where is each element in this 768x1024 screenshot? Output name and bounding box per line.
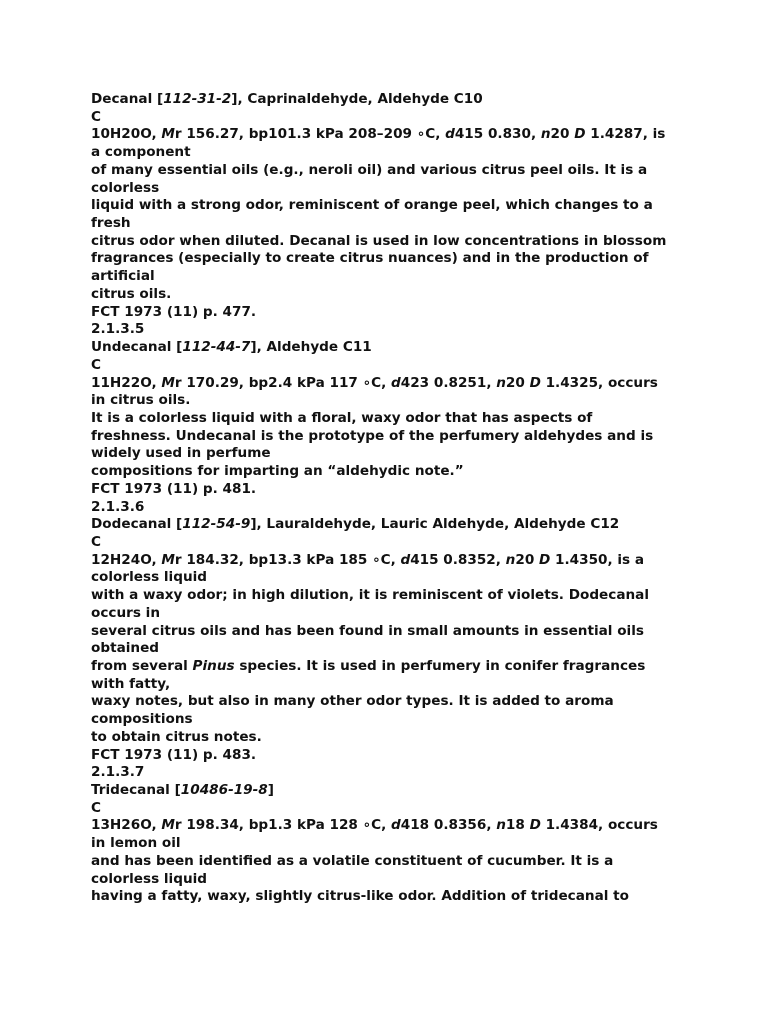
text-run: 2.1.3.6 [91, 498, 145, 515]
italic-text-run: 112-44-7 [182, 339, 251, 356]
italic-text-run: 112-54-9 [182, 516, 251, 533]
text-run: a component [91, 144, 191, 161]
text-run: r 170.29, bp2.4 kPa 117 ∘C, [174, 374, 392, 391]
text-run: in lemon oil [91, 835, 181, 852]
italic-text-run: M [161, 126, 175, 143]
text-run: ], Caprinaldehyde, Aldehyde C10 [231, 91, 483, 107]
text-run: compositions [91, 711, 193, 728]
italic-text-run: n [496, 374, 506, 391]
italic-text-run: Pinus [192, 658, 235, 674]
text-run: Dodecanal [ [91, 516, 183, 533]
italic-text-run: D [529, 374, 541, 391]
italic-text-run: M [161, 374, 175, 391]
italic-text-run: d [391, 817, 401, 834]
text-run: widely used in perfume [91, 445, 271, 462]
text-line [91, 552, 691, 570]
text-line [91, 428, 691, 446]
text-run: 13H26O, [91, 817, 162, 834]
text-run: C [91, 533, 101, 550]
text-run: obtained [91, 640, 160, 657]
text-line [91, 445, 691, 463]
italic-text-run: d [400, 551, 411, 568]
text-run: r 184.32, bp13.3 kPa 185 ∘C, [174, 551, 401, 568]
text-run: with a waxy odor; in high dilution, it is reminiscent of violets. Dodecanal [91, 587, 650, 604]
text-line [91, 162, 691, 180]
text-run: C [91, 799, 101, 816]
text-line [91, 410, 691, 428]
text-run: waxy notes, but also in many other odor types. It is added to aroma [91, 693, 614, 710]
italic-text-run: M [161, 817, 175, 834]
text-run: C [91, 108, 101, 125]
text-run: r 198.34, bp1.3 kPa 128 ∘C, [174, 817, 392, 834]
text-run: occurs in [91, 604, 160, 621]
text-line [91, 286, 691, 304]
text-run: to obtain citrus notes. [91, 728, 262, 745]
italic-text-run: d [391, 374, 401, 391]
text-line [91, 197, 691, 215]
text-line [91, 800, 691, 818]
text-line [91, 463, 691, 481]
text-run: species. It is used in perfumery in conifer fragrances [234, 658, 646, 674]
text-line [91, 587, 691, 605]
text-line [91, 729, 691, 747]
text-run: Undecanal [ [91, 339, 183, 356]
text-line [91, 357, 691, 375]
text-run: compositions for imparting an “aldehydic note.” [91, 463, 464, 480]
text-run: of many essential oils (e.g., neroli oil) and various citrus peel oils. It is a [91, 161, 648, 178]
text-run: ] [267, 782, 274, 799]
text-run: citrus oils. [91, 285, 172, 302]
text-line [91, 871, 691, 889]
text-run: C [91, 356, 101, 373]
text-line [91, 534, 691, 552]
text-run: 20 [550, 126, 575, 143]
text-line [91, 481, 691, 499]
text-line [91, 144, 691, 162]
text-line [91, 126, 691, 144]
italic-text-run: D [539, 551, 551, 568]
text-run: It is a colorless liquid with a floral, waxy odor that has aspects of [91, 409, 593, 426]
text-run: 1.4287, is [585, 126, 666, 143]
text-run: colorless [91, 179, 160, 196]
text-line [91, 499, 691, 517]
text-line [91, 569, 691, 587]
text-line [91, 747, 691, 765]
text-run: liquid with a strong odor, reminiscent of orange peel, which changes to a [91, 197, 653, 214]
text-run: in citrus oils. [91, 392, 191, 409]
text-line [91, 676, 691, 694]
text-line [91, 180, 691, 198]
text-run: 20 [515, 551, 540, 568]
text-line [91, 835, 691, 853]
text-line [91, 817, 691, 835]
italic-text-run: D [574, 126, 586, 143]
text-line [91, 392, 691, 410]
text-run: fragrances (especially to create citrus nuances) and in the production of [91, 250, 649, 267]
text-run: and has been identified as a volatile constituent of cucumber. It is a [91, 852, 614, 869]
italic-text-run: M [161, 551, 175, 568]
text-run: Decanal [ [91, 91, 164, 107]
document-page [91, 91, 691, 906]
text-run: colorless liquid [91, 870, 208, 887]
text-line [91, 623, 691, 641]
text-run: Tridecanal [ [91, 782, 181, 799]
text-run: artificial [91, 268, 155, 285]
text-line [91, 250, 691, 268]
italic-text-run: n [496, 817, 506, 834]
text-line [91, 109, 691, 127]
text-line [91, 888, 691, 906]
text-line [91, 853, 691, 871]
italic-text-run: 112-31-2 [163, 91, 232, 107]
italic-text-run: D [529, 817, 541, 834]
text-run: FCT 1973 (11) p. 483. [91, 746, 257, 763]
text-run: 418 0.8356, [400, 817, 497, 834]
text-run: several citrus oils and has been found in small amounts in essential oils [91, 622, 644, 639]
text-run: 11H22O, [91, 374, 162, 391]
text-run: ], Lauraldehyde, Lauric Aldehyde, Aldehyde C12 [250, 516, 620, 533]
text-line [91, 658, 691, 676]
italic-text-run: d [445, 126, 455, 143]
text-run: FCT 1973 (11) p. 477. [91, 303, 257, 320]
text-run: 1.4325, occurs [540, 374, 658, 391]
text-run: 423 0.8251, [400, 374, 497, 391]
text-line [91, 711, 691, 729]
text-line [91, 233, 691, 251]
text-run: freshness. Undecanal is the prototype of the perfumery aldehydes and is [91, 427, 654, 444]
text-run: 20 [505, 374, 530, 391]
text-line [91, 91, 691, 109]
text-line [91, 215, 691, 233]
text-run: 2.1.3.5 [91, 321, 145, 338]
text-run: 18 [505, 817, 530, 834]
text-line [91, 304, 691, 322]
text-line [91, 764, 691, 782]
text-run: FCT 1973 (11) p. 481. [91, 480, 257, 497]
text-line [91, 693, 691, 711]
text-run: ], Aldehyde C11 [250, 339, 372, 356]
text-line [91, 782, 691, 800]
document-text-body [91, 91, 691, 906]
text-run: 2.1.3.7 [91, 764, 145, 781]
text-run: from several [91, 658, 193, 674]
text-run: 1.4350, is a [550, 551, 645, 568]
italic-text-run: n [540, 126, 551, 143]
italic-text-run: 10486-19-8 [180, 782, 268, 799]
text-line [91, 640, 691, 658]
text-line [91, 516, 691, 534]
text-run: 12H24O, [91, 551, 162, 568]
text-run: with fatty, [91, 675, 171, 692]
text-line [91, 339, 691, 357]
text-run: 415 0.830, [454, 126, 541, 143]
text-line [91, 605, 691, 623]
text-line [91, 321, 691, 339]
text-run: 415 0.8352, [410, 551, 506, 568]
italic-text-run: n [505, 551, 516, 568]
text-run: colorless liquid [91, 569, 208, 586]
text-run: having a fatty, waxy, slightly citrus-like odor. Addition of tridecanal to [91, 888, 629, 905]
text-run: fresh [91, 215, 131, 232]
text-line [91, 268, 691, 286]
text-line [91, 375, 691, 393]
text-run: r 156.27, bp101.3 kPa 208–209 ∘C, [174, 126, 446, 143]
text-run: 1.4384, occurs [540, 817, 658, 834]
text-run: 10H20O, [91, 126, 162, 143]
text-run: citrus odor when diluted. Decanal is used in low concentrations in blossom [91, 232, 667, 249]
